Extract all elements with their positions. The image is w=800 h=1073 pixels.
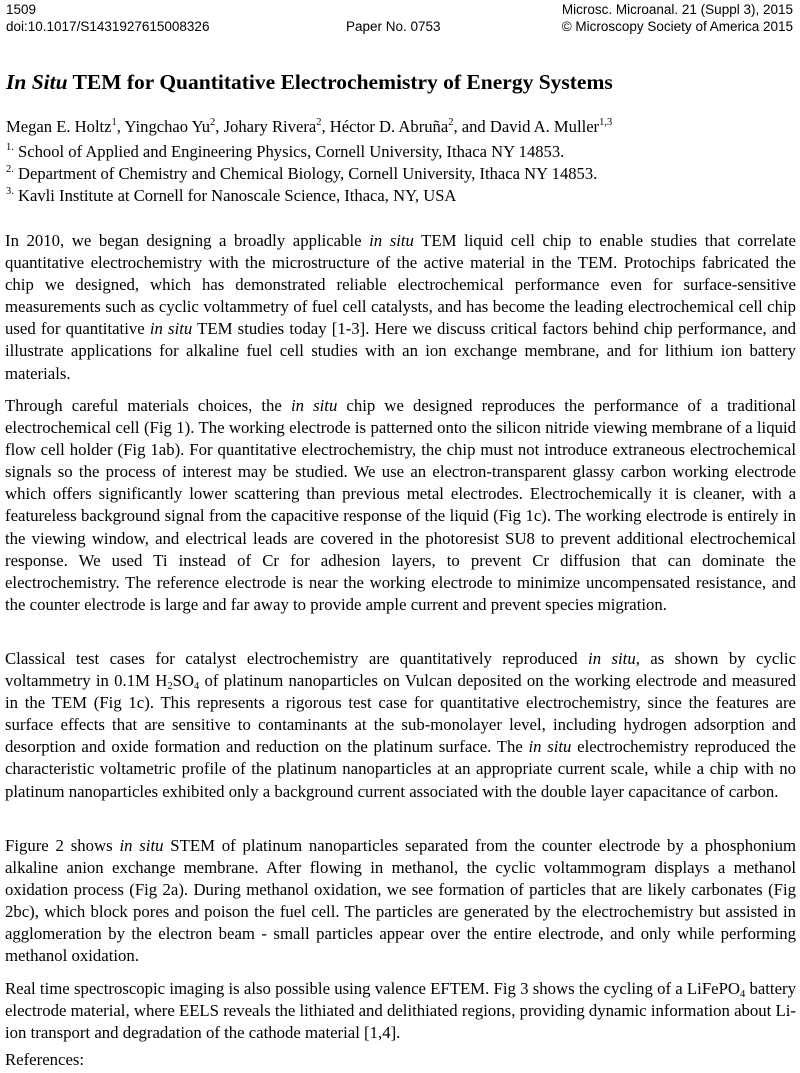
- body-paragraph-5: [5, 978, 796, 1044]
- affiliation-number: 2.: [6, 164, 14, 175]
- affiliation-3: [6, 186, 456, 206]
- affiliation-text: Kavli Institute at Cornell for Nanoscale Science, Ithaca, NY, USA: [13, 186, 457, 205]
- author-separator: ,: [215, 117, 224, 136]
- paper-number: Paper No. 0753: [346, 19, 441, 34]
- author-name: David A. Muller: [489, 117, 600, 136]
- subscript: 4: [194, 681, 200, 693]
- italic-term: in situ: [119, 836, 164, 855]
- doi: doi:10.1017/S1431927615008326: [6, 19, 210, 34]
- author-name: Héctor D. Abruña: [329, 117, 449, 136]
- paragraph-text: chip we designed reproduces the performance of a traditional electrochemical cell (Fig 1). The working electrode is patterned onto the silicon nitride viewing membrane of a liquid flow cell holder (Fig 1ab). For quantitative electrochemistry, the chip must not introduce extraneous electrochemical signals so the process of interest may be studied. We use an electron-transparent glassy carbon working electrode which offers significantly lower scattering than previous metal electrodes. Electrochemically it is cleaner, with a featureless background signal from the capacitive response of the liquid (Fig 1c). The working electrode is entirely in the viewing window, and electrical leads are covered in the photoresist SU8 to prevent additional electrochemical response. We used Ti instead of Cr for adhesion layers, to prevent Cr diffusion that can dominate the electrochemistry. The reference electrode is near the working electrode to minimize uncompensated resistance, and the counter electrode is large and far away to provide ample current and prevent species migration.: [5, 396, 796, 614]
- author-name: Megan E. Holtz: [6, 117, 112, 136]
- affiliation-1: [6, 142, 564, 162]
- body-paragraph-3: [5, 648, 796, 803]
- author-affiliation-mark: 1: [111, 117, 117, 128]
- italic-term: in situ: [588, 649, 636, 668]
- affiliation-text: School of Applied and Engineering Physics, Cornell University, Ithaca NY 14853.: [13, 142, 565, 161]
- body-paragraph-1: [5, 230, 796, 385]
- paragraph-text: Through careful materials choices, the: [5, 396, 291, 415]
- author-affiliation-mark: 1,3: [599, 117, 613, 128]
- title-italic: In Situ: [6, 70, 68, 94]
- affiliation-number: 3.: [6, 186, 14, 197]
- journal-citation: Microsc. Microanal. 21 (Suppl 3), 2015: [561, 2, 793, 17]
- paragraph-text: , as shown by cyclic voltammetry in 0.1M H: [5, 649, 796, 691]
- paragraph-text: TEM studies today [1-3]. Here we discuss critical factors behind chip performance, and illustrate applications for alkaline fuel cell studies with an ion exchange membrane, and for lithium ion battery materials.: [5, 319, 796, 383]
- paper-title: [6, 70, 613, 95]
- paragraph-text: electrochemistry reproduced the characteristic voltametric profile of the platinum nanoparticles at an appropriate current scale, while a chip with no platinum nanoparticles exhibited only a background current associated with the double layer capacitance of carbon.: [5, 737, 796, 801]
- author-separator: , and: [453, 117, 490, 136]
- italic-term: in situ: [149, 319, 193, 339]
- author-list: [6, 117, 612, 137]
- author-affiliation-mark: 2: [316, 117, 322, 128]
- paragraph-text: SO: [172, 671, 195, 691]
- paragraph-text: Figure 2 shows: [5, 836, 120, 855]
- paragraph-text: Real time spectroscopic imaging is also possible using valence EFTEM. Fig 3 shows the cycling of a LiFePO: [5, 979, 740, 998]
- copyright: © Microscopy Society of America 2015: [561, 19, 793, 34]
- paragraph-text: TEM liquid cell chip to enable studies that correlate quantitative electrochemistry with the microstructure of the active material in the TEM. Protochips fabricated the chip we designed, which has demonstrated reliable electrochemical performance even for surface-sensitive measurements such as cyclic voltammetry of fuel cell catalysts, and has become the leading electrochemical cell chip used for quantitative: [5, 231, 796, 339]
- author-name: Yingchao Yu: [124, 117, 211, 136]
- paragraph-text: In 2010, we began designing a broadly applicable: [5, 231, 370, 250]
- page-number: 1509: [6, 2, 37, 17]
- paragraph-text: battery electrode material, where EELS reveals the lithiated and delithiated regions, providing dynamic information about Li-ion transport and degradation of the cathode material [1,4].: [5, 979, 796, 1043]
- references-heading: References:: [5, 1050, 85, 1069]
- body-paragraph-2: [5, 395, 796, 616]
- affiliation-2: [6, 164, 597, 184]
- italic-term: in situ: [290, 396, 338, 415]
- author-name: Johary Rivera: [223, 117, 317, 136]
- subscript: 4: [739, 989, 746, 1000]
- author-affiliation-mark: 2: [448, 117, 454, 128]
- author-separator: ,: [321, 117, 330, 136]
- paragraph-text: Classical test cases for catalyst electrochemistry are quantitatively reproduced: [5, 649, 589, 668]
- paragraph-text: STEM of platinum nanoparticles separated from the counter electrode by a phosphonium alkaline anion exchange membrane. After flowing in methanol, the cyclic voltammogram displays a methanol oxidation process (Fig 2a). During methanol oxidation, we see formation of particles that are likely carbonates (Fig 2bc), which block pores and poison the fuel cell. The particles are generated by the electrochemistry but assisted in agglomeration by the electron beam - small particles appear over the entire electrode, and only while performing methanol oxidation.: [5, 836, 796, 966]
- affiliation-text: Department of Chemistry and Chemical Biology, Cornell University, Ithaca NY 14853.: [13, 164, 598, 183]
- italic-term: in situ: [528, 737, 572, 757]
- subscript: 2: [167, 681, 173, 693]
- italic-term: in situ: [369, 231, 414, 250]
- title-text: TEM for Quantitative Electrochemistry of Energy Systems: [67, 70, 613, 94]
- affiliation-number: 1.: [6, 142, 14, 153]
- body-paragraph-4: [5, 835, 796, 968]
- paragraph-text: of platinum nanoparticles on Vulcan deposited on the working electrode and measured in the TEM (Fig 1c). This represents a rigorous test case for quantitative electrochemistry, since the features are surface effects that are sensitive to contaminants at the sub-monolayer level, including hydrogen adsorption and desorption and oxide formation and reduction on the platinum surface. The: [5, 671, 796, 757]
- author-separator: ,: [116, 117, 125, 136]
- author-affiliation-mark: 2: [210, 117, 216, 128]
